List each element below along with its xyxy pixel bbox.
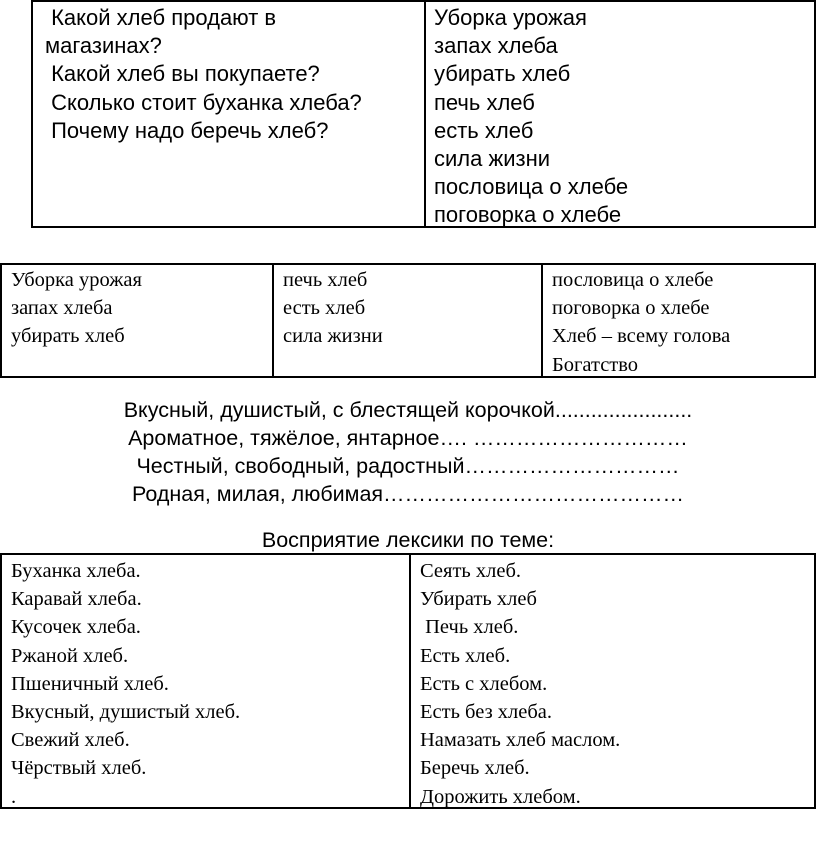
list-item: Печь хлеб.: [420, 616, 519, 639]
list-item: Есть без хлеба.: [420, 701, 553, 724]
list-item: убирать хлеб: [11, 325, 125, 348]
phrase-line: Вкусный, душистый, с блестящей корочкой.......................: [123, 398, 693, 422]
topics-column-3: [552, 266, 730, 379]
list-item: Уборка урожая: [434, 5, 587, 30]
list-item: сила жизни: [434, 146, 551, 172]
list-item: Сколько стоит буханка хлеба?: [45, 89, 362, 115]
phrase-line: Родная, милая, любимая……………………………………: [131, 482, 685, 506]
list-item: Каравай хлеба.: [11, 588, 142, 611]
phrase-line: Честный, свободный, радостный…………………………: [136, 454, 680, 478]
topics-column-1: [11, 266, 142, 351]
list-item: Убирать хлеб: [420, 588, 537, 611]
list-item: есть хлеб: [434, 117, 534, 143]
vocabulary-table: [0, 553, 816, 809]
list-item: Есть с хлебом.: [420, 672, 548, 695]
list-item: Какой хлеб продают в: [45, 5, 277, 30]
list-item: Хлеб – всему голова: [552, 325, 731, 348]
table-divider: [424, 2, 426, 226]
list-item: Какой хлеб вы покупаете?: [45, 61, 320, 87]
list-item: Богатство: [552, 353, 639, 376]
questions-column: [45, 4, 362, 145]
list-item: Вкусный, душистый хлеб.: [11, 701, 241, 724]
list-item: Буханка хлеба.: [11, 560, 141, 582]
table-divider: [272, 265, 274, 376]
topics-column: [434, 4, 628, 230]
list-item: Почему надо беречь хлеб?: [45, 117, 329, 143]
list-item: Ржаной хлеб.: [11, 644, 129, 667]
table-divider: [541, 265, 543, 376]
list-item: поговорка о хлебе: [434, 202, 622, 228]
list-item: Сеять хлеб.: [420, 560, 522, 582]
list-item: .: [11, 785, 17, 808]
list-item: Пшеничный хлеб.: [11, 672, 169, 695]
list-item: Уборка урожая: [11, 269, 142, 291]
list-item: убирать хлеб: [434, 61, 571, 87]
list-item: Намазать хлеб маслом.: [420, 729, 621, 752]
list-item: Есть хлеб.: [420, 644, 511, 667]
list-item: пословица о хлебе: [552, 269, 714, 291]
list-item: печь хлеб: [283, 269, 368, 291]
list-item: пословица о хлебе: [434, 174, 629, 200]
list-item: магазинах?: [45, 33, 162, 59]
section-heading: Восприятие лексики по теме:: [261, 528, 555, 552]
list-item: Свежий хлеб.: [11, 729, 130, 752]
list-item: Беречь хлеб.: [420, 757, 530, 780]
list-item: поговорка о хлебе: [552, 297, 710, 320]
phrases-block: [0, 396, 816, 508]
phrase-line: Ароматное, тяжёлое, янтарное…. …………………………: [128, 426, 688, 450]
list-item: Дорожить хлебом.: [420, 785, 581, 808]
list-item: печь хлеб: [434, 89, 535, 115]
list-item: сила жизни: [283, 325, 383, 348]
questions-table: [31, 0, 816, 228]
topics-column-2: [283, 266, 383, 351]
list-item: запах хлеба: [11, 297, 113, 320]
noun-phrases-column: [11, 557, 240, 811]
topics-table: [0, 263, 816, 378]
list-item: есть хлеб: [283, 297, 366, 320]
verb-phrases-column: [420, 557, 620, 811]
list-item: запах хлеба: [434, 33, 558, 59]
table-divider: [409, 555, 411, 807]
list-item: Кусочек хлеба.: [11, 616, 141, 639]
list-item: Чёрствый хлеб.: [11, 757, 147, 780]
